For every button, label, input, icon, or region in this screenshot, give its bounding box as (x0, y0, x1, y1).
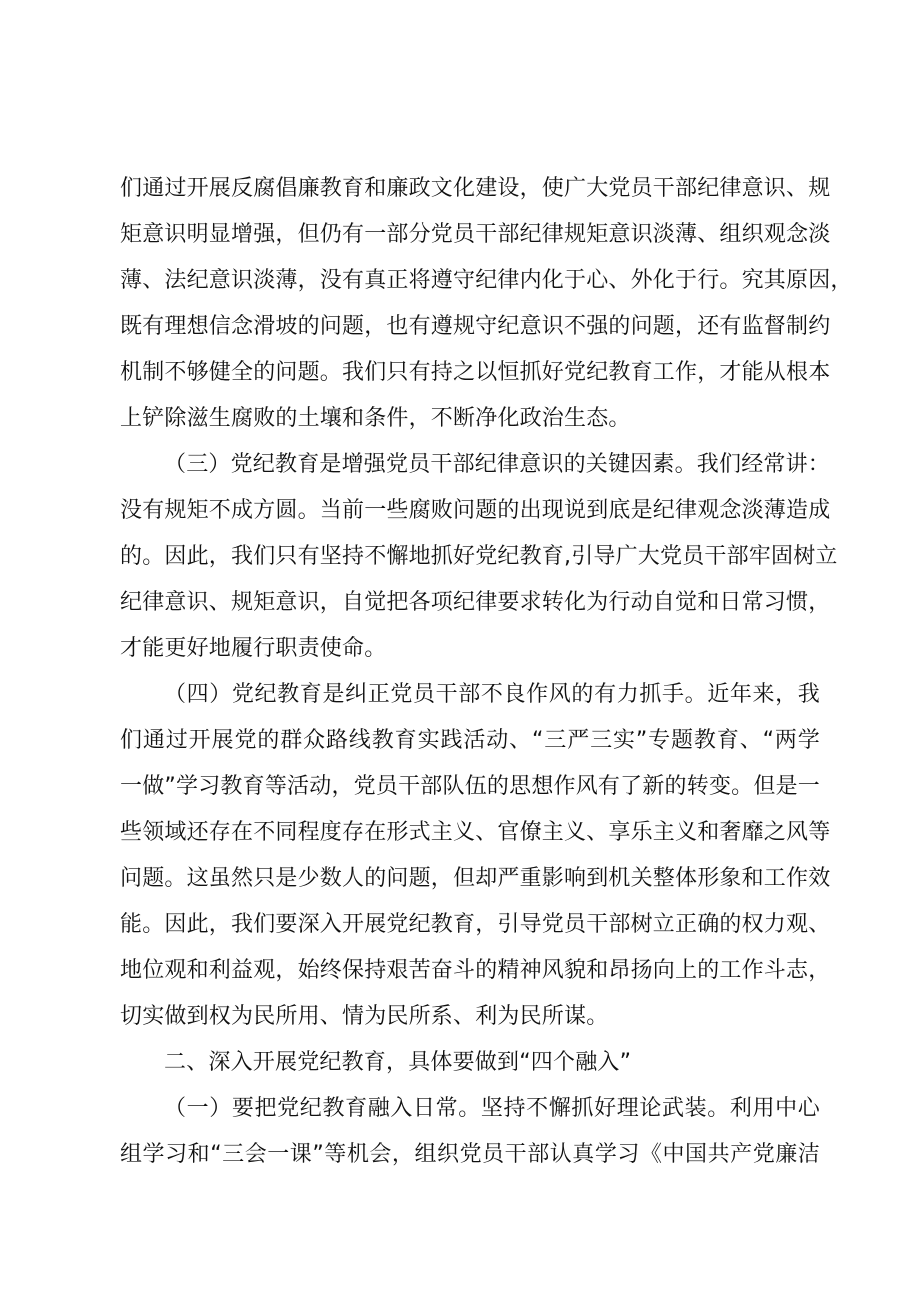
paragraph-heading-line: （三）党纪教育是增强党员干部纪律意识的关键因素。我们经常讲： (164, 452, 831, 477)
text-line: 组学习和“三会一课”等机会，组织党员干部认真学习《中国共产党廉洁 (120, 1142, 820, 1167)
text-line: 的。因此，我们只有坚持不懈地抓好党纪教育,引导广大党员干部牢固树立 (120, 544, 838, 569)
text-line: 问题。这虽然只是少数人的问题，但却严重影响到机关整体形象和工作效 (120, 866, 831, 891)
text-line: 既有理想信念滑坡的问题，也有遵规守纪意识不强的问题，还有监督制约 (120, 314, 831, 339)
paragraph-heading-line: （一）要把党纪教育融入日常。坚持不懈抓好理论武装。利用中心 (164, 1096, 820, 1121)
text-line: 们通过开展反腐倡廉教育和廉政文化建设，使广大党员干部纪律意识、规 (120, 176, 831, 201)
text-line: 能。因此，我们要深入开展党纪教育，引导党员干部树立正确的权力观、 (120, 912, 831, 937)
text-line: 机制不够健全的问题。我们只有持之以恒抓好党纪教育工作，才能从根本 (120, 360, 831, 385)
text-line: 薄、法纪意识淡薄，没有真正将遵守纪律内化于心、外化于行。究其原因， (120, 268, 853, 293)
text-line: 上铲除滋生腐败的土壤和条件，不断净化政治生态。 (120, 406, 631, 431)
text-line: 矩意识明显增强，但仍有一部分党员干部纪律规矩意识淡薄、组织观念淡 (120, 222, 831, 247)
text-line: 些领域还存在不同程度存在形式主义、官僚主义、享乐主义和奢靡之风等 (120, 820, 831, 845)
section-heading: 二、深入开展党纪教育，具体要做到“四个融入” (164, 1050, 632, 1075)
text-line: 们通过开展党的群众路线教育实践活动、“三严三实”专题教育、“两学 (120, 728, 820, 753)
paragraph-heading-line: （四）党纪教育是纠正党员干部不良作风的有力抓手。近年来，我 (164, 682, 820, 707)
text-line: 切实做到权为民所用、情为民所系、利为民所谋。 (120, 1004, 609, 1029)
text-line: 一做”学习教育等活动，党员干部队伍的思想作风有了新的转变。但是一 (120, 774, 820, 799)
text-line: 纪律意识、规矩意识，自觉把各项纪律要求转化为行动自觉和日常习惯， (120, 590, 831, 615)
text-line: 才能更好地履行职责使命。 (120, 636, 387, 661)
text-line: 地位观和利益观，始终保持艰苦奋斗的精神风貌和昂扬向上的工作斗志， (120, 958, 831, 983)
text-line: 没有规矩不成方圆。当前一些腐败问题的出现说到底是纪律观念淡薄造成 (120, 498, 831, 523)
